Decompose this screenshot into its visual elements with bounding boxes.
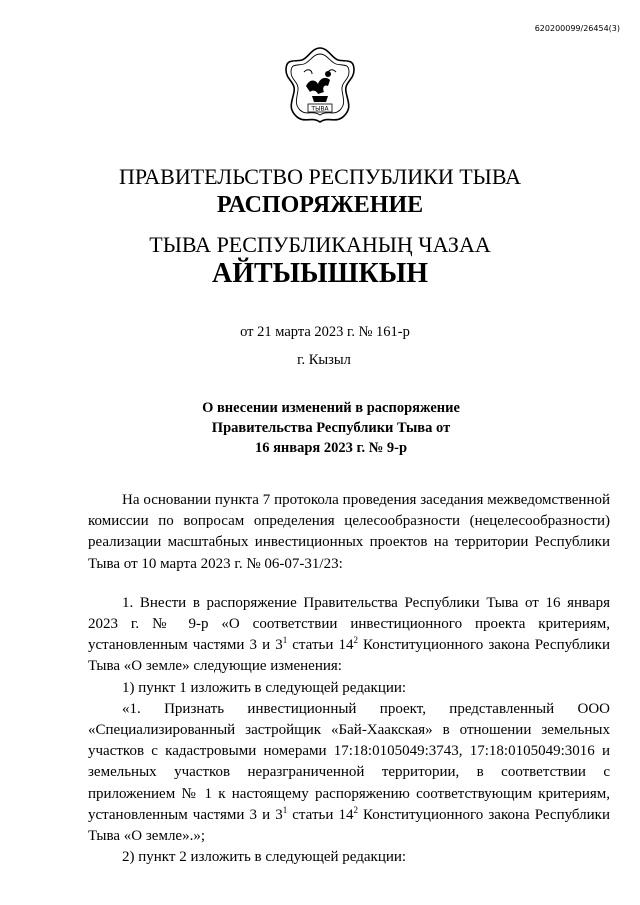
item-1-paragraph: 1. Внести в распоряжение Правительства Республики Тыва от 16 января 2023 г. № 9-р «О соответствии инвестиционного проекта критериям, установленным частями 3 и $3^1$ статьи $14^2$ Конституционного закона Республики Тыва «О земле» следующие изменения:: [88, 594, 610, 675]
quoted-item-paragraph: «1. Признать инвестиционный проект, представленный ООО «Специализированный застройщик «Бай-Хаакская» в отношении земельных участков с кадастровыми номерами 17:18:0105049:3743, 17:18:0105049:3016 и земельных участков неразграниченной территории, в соответствии с приложением № 1 к настоящему распоряжению соответствующим критериям, установленным частями 3 и $3^1$ статьи $14^2$ Конституционного закона Республики Тыва «О земле».»;: [88, 700, 610, 845]
order-date: от 21 марта 2023 г. № 161-р: [240, 324, 410, 340]
subitem-1-paragraph: 1) пункт 1 изложить в следующей редакции:: [122, 679, 407, 696]
order-title: РАСПОРЯЖЕНИЕ: [216, 192, 424, 218]
subitem-2-paragraph: 2) пункт 2 изложить в следующей редакции:: [122, 849, 407, 866]
subject-line: О внесении изменений в распоряжение: [202, 400, 460, 416]
government-title-tyva: ТЫВА РЕСПУБЛИКАНЫҢ ЧАЗАА: [149, 232, 491, 257]
document-body: [88, 490, 610, 868]
document-id: 620200099/26454(3): [534, 24, 620, 33]
emblem-caption: ТЫВА: [311, 105, 329, 113]
government-title: ПРАВИТЕЛЬСТВО РЕСПУБЛИКИ ТЫВА: [118, 164, 522, 189]
city: г. Кызыл: [297, 352, 351, 368]
subject-line: 16 января 2023 г. № 9-р: [254, 440, 408, 456]
order-subject: [0, 398, 640, 458]
tyva-coat-of-arms-icon: [282, 42, 358, 142]
preamble-paragraph: На основании пункта 7 протокола проведения заседания межведомственной комиссии по вопросам определения целесообразности (нецелесообразности) реализации масштабных инвестиционных проектов на территории Республики Тыва от 10 марта 2023 г. № 06-07-31/23:: [88, 492, 610, 572]
order-title-tyva: АЙТЫЫШКЫН: [212, 258, 428, 289]
subject-line: Правительства Республики Тыва от: [211, 420, 451, 436]
